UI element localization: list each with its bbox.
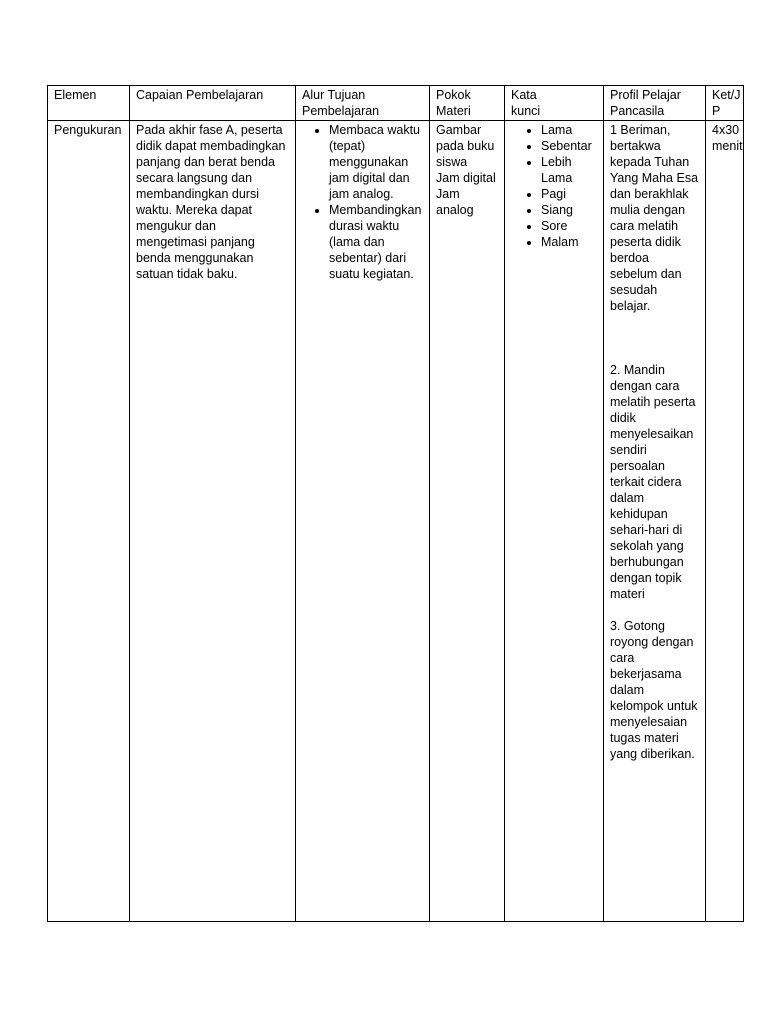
- keyword-item: • Lebih Lama: [541, 154, 597, 186]
- list-item: • Membandingkan durasi waktu (lama dan sebentar) dari suatu kegiatan.: [329, 202, 423, 282]
- list-item: • Membaca waktu (tepat) menggunakan jam digital dan jam analog.: [329, 122, 423, 202]
- pokok-item: Jam digital: [436, 171, 496, 185]
- header-kata-kunci: Kata kunci: [505, 86, 604, 121]
- cell-alur: [296, 121, 430, 922]
- profil-item: 1 Beriman, bertakwa kepada Tuhan Yang Maha Esa dan berakhlak mulia dengan cara melatih peserta didik berdoa sebelum dan sesudah belajar.: [610, 123, 699, 313]
- cell-ket: 4x30 menit: [706, 121, 744, 922]
- pokok-item: Jam analog: [436, 187, 474, 217]
- profil-item: 2. Mandin dengan cara melatih peserta didik menyelesaikan sendiri persoalan terkait cidera dalam kehidupan sehari-hari di sekolah yang berhubungan dengan topik materi: [610, 363, 696, 601]
- header-capaian: Capaian Pembelajaran: [130, 86, 296, 121]
- header-profil: Profil Pelajar Pancasila: [604, 86, 706, 121]
- profil-item: 3. Gotong royong dengan cara bekerjasama dalam kelompok untuk menyelesaian tugas materi yang diberikan.: [610, 619, 698, 761]
- keyword-item: • Malam: [541, 234, 597, 250]
- cell-pokok: [430, 121, 505, 922]
- keyword-item: • Sore: [541, 218, 597, 234]
- cell-elemen: Pengukuran: [48, 121, 130, 922]
- header-alur: Alur Tujuan Pembelajaran: [296, 86, 430, 121]
- header-elemen: Elemen: [48, 86, 130, 121]
- cell-profil: [604, 121, 706, 922]
- keyword-item: • Pagi: [541, 186, 597, 202]
- pokok-item: Gambar pada buku siswa: [436, 123, 495, 169]
- table-header-row: [48, 86, 744, 121]
- cell-capaian: Pada akhir fase A, peserta didik dapat membadingkan panjang dan berat benda secara langsung dan membandingkan dursi waktu. Mereka dapat mengukur dan mengetimasi panjang benda menggunakan satuan tidak baku.: [130, 121, 296, 922]
- header-ket: Ket/J P: [706, 86, 744, 121]
- keyword-item: • Sebentar: [541, 138, 597, 154]
- table-row: [48, 121, 744, 922]
- keyword-item: • Siang: [541, 202, 597, 218]
- cell-kata-kunci: [505, 121, 604, 922]
- keyword-item: • Lama: [541, 122, 597, 138]
- header-pokok: Pokok Materi: [430, 86, 505, 121]
- lesson-plan-table: [47, 85, 744, 922]
